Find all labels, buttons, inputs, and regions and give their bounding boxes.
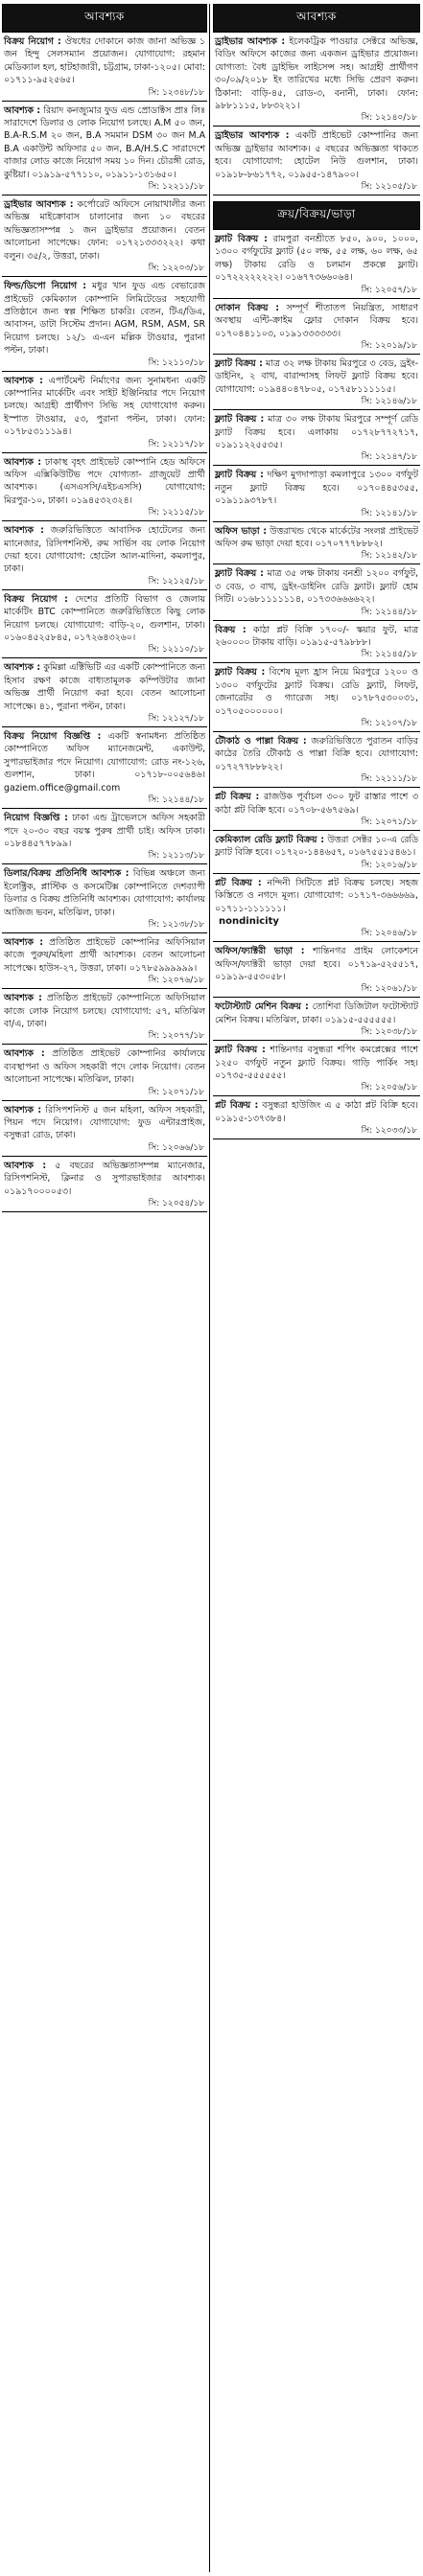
ad-text: রাজউক পূর্বাচল ৩০০ ফুট রাস্তার পাশে ৩ কাঠা প্লট বিক্রি হবে। ০১৭০৮-৫৬৭৫৬৯। [215,792,419,816]
ad-body [213,35,420,112]
ad-text: তোশিবা ডিজিটাল ফটোস্ট্যাট মেশিন বিক্রয়। মতিঝিল, ঢাকা। ০১৯১৫-৫৫৫৫৫৫। [215,1001,418,1025]
ad-reference-code: সি: ১২০৫৪/১৮ [148,1199,204,1209]
ad-body [213,624,420,650]
ad-body [2,198,207,263]
ad-reference-code: সি: ১২১৪৬/১৮ [361,397,417,407]
ad-heading: কেমিক্যাল রেডি ফ্ল্যাট বিক্রয় : [215,835,324,846]
ad-text: শান্তিনগর বসুন্ধরা শপিং কমপ্লেক্সের পাশে ১২৫০ বর্গফুট নতুন ফ্ল্যাট বিক্রয়। গাড়ি পার্কিং সহ। ০১৭৩৫-৫৫৫৫৫৫। [215,1045,418,1081]
ad-separator [2,1044,207,1045]
ad-separator [2,726,207,727]
ad-body [213,302,420,340]
nondinicity-label: nondinicity [219,916,279,928]
ad-text: এপার্টমেন্ট নির্মাণের জন্য সুনামধন্য একটি কোম্পানির মার্কেটিং এবং সাইট ইঞ্জিনিয়ার পদে নিয়োগ চলছে। আগ্রহী প্রার্থীগণ সিভি সহ যোগাযোগ করুন। ইস্পাত টাওয়ার, ৫৩, পুরানা পল্টন, ঢাকা। ফোন: ০১৭৮৫৩১১১৯৪। [4,375,205,438]
ad-heading: প্লট বিক্রয় : [215,1100,259,1112]
ad-body [2,524,207,576]
ad-text: জরুরিভিত্তিতে আবাসিক হোটেলের জন্য ম্যানেজার, রিসিপশনিস্ট, রুম সার্ভিস বয় লোক নিয়োগ দেয়া হবে। যোগাযোগ: হোটেল আল-মাদিনা, কমলাপুর, ঢাকা। [4,525,205,575]
classified-ad [213,1044,420,1096]
ad-body [213,1099,420,1125]
classified-ad [2,867,207,933]
ad-reference-code: সি: ১২০৩৮/১৮ [361,1027,417,1038]
ad-body [213,666,420,718]
ad-separator [213,830,420,831]
ad-body [213,525,420,551]
classified-ad [213,877,420,942]
ad-body [2,1047,207,1086]
ad-heading: বিক্রয় নিয়োগ : [4,593,68,605]
ad-reference-code: সি: ১২০৫৭/১৮ [361,285,417,295]
ad-text: রামপুরা বনশ্রীতে ৮৫০, ৯০০, ১০০০, ১৩০০ বর্গফুটের ফ্ল্যাট (৫০ লক্ষ, ৫৫ লক্ষ, ৬০ লক্ষ, ৬৫ লক্ষ) টাকায় রেডি ও চলমান প্রকল্পে ফ্ল্যাট। ০১৭২২২২২২২২। ০১৬৭৭৩৬৬০৬৪। [215,234,418,284]
classified-ad [213,945,420,998]
ad-text: বিভিন্ন অঞ্চলে জন্য ইলেক্ট্রিক, প্লাস্টিক ও কসমেটিক্স কোম্পানিতে দেশব্যাপী ডিলার ও বিক্রয় প্রতিনিধি আবশ্যক। যোগাযোগ: কার্যালয় আজিজ ভবন, মতিঝিল, ঢাকা। [4,868,205,918]
ad-body [2,375,207,439]
ad-separator [213,354,420,355]
ad-heading: নিয়োগ বিজ্ঞপ্তি : [4,813,68,824]
right-top-ads-list [213,35,420,196]
ad-reference-code: সি: ১২১১৫/১৮ [148,508,204,518]
classified-ad [2,35,207,102]
classified-ad [2,375,207,453]
ad-reference-code: সি: ১২১২৭/১৮ [148,714,204,724]
ad-separator [2,1156,207,1157]
classified-ad [213,525,420,565]
ad-separator [213,195,420,196]
ad-text: রিয়াদ কনজ্যুমার ফুড এন্ড প্রোডাক্টস প্রাঃ লিঃ সারাদেশে ডিলার ও লোক নিয়োগ চলছে। A.M ৫০ জন, B.A-R.S.M ২০ জন, B.A সমমান DSM ৩০ জন M.A B.A একাউন্ট অফিসার ৫০ জন, B.A/H.S.C সারাদেশে বাজার লোড কাজে নিয়োগ সময় ১০ দিন। চৌরঙ্গী রোড, কুষ্টিয়া। ০১৯১৯-৫৭৭১১০, ০১৯১১-১৩১৬৫০। [4,104,205,180]
ad-heading: আবশ্যক : [4,936,44,948]
ad-body [2,936,207,975]
ad-body [2,1104,207,1142]
classified-ad [213,666,420,732]
ad-body [2,661,207,713]
ad-heading: ফ্ল্যাট বিক্রয় : [215,414,265,426]
classified-ad [2,730,207,809]
ad-body [213,357,420,396]
ad-body [213,1000,420,1026]
ad-text: ঢাকাস্থ বৃহৎ প্রাইভেট কোম্পানি হেড অফিসে অফিস এক্সিকিউটিভ পদে যোগ্যতা- গ্রাজুয়েট প্রার্থী আবশ্যক। (এসএসসি/এইচএসসি) যোগাযোগ: মিরপুর-১০, ঢাকা। ০১৯৪৫৩২৩২৪। [4,456,205,506]
ad-reference-code: সি: ১২৩৪৮/১৮ [148,87,204,98]
ad-text: উত্তরা সেক্টর ১০-এ রেডি ফ্ল্যাট বিক্রি হবে। ০১৭২০-১৪৪৬৫৭, ০১৬৭৫৫১৫৪৬১। [215,835,418,859]
ad-heading: ফটোস্ট্যাট মেশিন বিক্রয় : [215,1001,309,1013]
classified-ad [213,469,420,521]
ad-heading: টৌকাঠ ও পাল্লা বিক্রয় : [215,736,307,748]
ad-reference-code: সি: ১২১১০/১৮ [148,357,204,368]
ad-separator [2,808,207,809]
ad-heading: বিক্রয় নিয়োগ : [4,36,61,47]
ad-reference-code: সি: ১২১১৭/১৮ [148,439,204,449]
classified-ad [213,302,420,355]
ad-heading: আবশ্যক : [4,1048,45,1060]
ad-heading: প্লট বিক্রয় : [215,792,260,803]
ad-body [2,992,207,1030]
ad-body [2,812,207,850]
ad-text: কাঠা প্লট বিক্রি ১৭০০/- স্কয়ার ফুট, মাত্র ২৬০০০০ টাকায় বাড়ি। ০১৯১৫-৫৭৯৮৮৮। [215,624,418,648]
ad-reference-code: সি: ১২১২৫/১৮ [148,576,204,586]
ad-reference-code: সি: ১২০৬১/১৮ [361,984,417,995]
ad-reference-code: সি: ১২১৪১/১৮ [361,508,417,518]
ad-text: কর্পোরেট অফিসে নোয়াখালীর জন্য অভিজ্ঞ মাইক্রোবাস চালানোর জন্য ১০ বছরের অভিজ্ঞতাসম্পন্ন ১ জন ড্রাইভার প্রয়োজন। বেতন আলোচনা সাপেক্ষে। ফোন: ০১৭২১৩৩৩২২২। কথা বলুন। ৩৫/২, উত্তরা, ঢাকা। [4,199,205,262]
ad-heading: ড্রাইভার আবশ্যক : [4,199,74,211]
ad-body [213,834,420,860]
classified-ad [213,129,420,196]
ad-body [213,945,420,983]
ad-text: সম্পূর্ণ শীতাতপ নিয়ন্ত্রিত, সাধারণ অবস্থায় এন্টি-ক্রাইম ফ্লোর দোকান বিক্রয় হবে। ০১৭০৪৪১১০৩, ০১৯১৩৩৩৩৩৩। [215,302,419,339]
ad-reference-code: সি: ১২০৭১/১৮ [361,817,417,828]
ad-body [2,280,207,356]
classified-ad [2,936,207,989]
classified-ad [213,357,420,410]
ad-heading: অফিস ভাড়া : [215,525,267,537]
ad-separator [2,657,207,658]
ad-heading: আবশ্যক : [4,662,41,674]
ad-separator [2,589,207,590]
ad-body [213,791,420,816]
ad-separator [213,787,420,788]
ad-separator [213,1138,420,1139]
ad-separator [213,941,420,942]
ad-separator [2,1211,207,1212]
ad-reference-code: সি: ১২০১৯/১৮ [361,340,417,351]
ad-separator [2,195,207,196]
ad-text: একটি প্রাইভেট কোম্পানির জন্য অভিজ্ঞ ড্রাইভার আবশ্যক। ৫ বছরের অভিজ্ঞতা থাকতে হবে। যোগাযোগ: হোটেল নিউ গুলশান, ঢাকা। ০১৯১৮-৮৬১৭৭২, ০১৯৫৫-১৪৭৯০০। [215,130,419,180]
ad-text: মধুর খান ফুড এন্ড বেভারেজ প্রাইভেট কেমিক্যাল কোম্পানি লিমিটেডের সহযোগী প্রতিষ্ঠানে জন্য স্বল্প শিক্ষিত চাকরি। বেতন, টিএ/ডিএ, আবাসন, ডাটা সিস্টেম প্রদান। AGM, RSM, ASM, SR নিয়োগ চলছে। ১২/১ এ-এন মল্লিক টাওয়ার, পুরানা পল্টন, ঢাকা। [4,281,205,356]
right-column [213,4,420,1142]
ad-separator [2,863,207,864]
ad-reference-code: সি: ১২১১১/১৮ [361,774,417,785]
ad-text: ঔষধের দোকানে কাজ জানা অভিজ্ঞ ১ জন হিন্দু সেলসম্যান প্রয়োজন। যোগাযোগ: রহমান মেডিক্যাল হল, হাটহাজারী, চট্টগ্রাম, ঢাকা-১২০৫। মোবা: ০১৭১১-৯৫২৫৬৫। [4,36,206,86]
ad-separator [213,409,420,410]
classified-ad [213,834,420,874]
ad-heading: দোকান বিক্রয় : [215,302,279,313]
ad-body [213,233,420,285]
classified-ad [2,280,207,371]
ad-body [213,877,420,915]
ad-text: মাত্র ৩২ লক্ষ টাকায় মিরপুরে ৩ বেড, ড্রইং-ডাইনিং, ২ বাথ, বারান্দাসহ লিফট ফ্ল্যাট বিক্রয় হবে। যোগাযোগ: ০১৯৪৪০৪৭৮০৫, ০১৭৫৮১১১১১৫। [215,357,418,395]
classified-ad [2,1160,207,1212]
sale-section-header: ক্রয়/বিক্রয়/ভাড়া [213,201,420,230]
classified-ad [2,456,207,522]
ad-separator [2,932,207,933]
ad-reference-code: সি: ১২১০৫/১৮ [361,182,417,193]
ad-reference-code: সি: ১২১৪৭/১৮ [361,452,417,463]
ad-text: দক্ষিণ মুগদাপাড়া কমলাপুরে ১৩০০ বর্গফুট নতুন ফ্ল্যাট বিক্রয় হবে। ০১৭০৪৪৫৩৫৫, ০১৯১১৯৩৭৮৭। [215,470,418,507]
ad-separator [2,101,207,102]
ad-separator [2,452,207,453]
ad-reference-code: সি: ১২১০৭/১৮ [361,719,417,729]
ad-body [213,469,420,507]
classified-ad [2,593,207,659]
ad-text: দেশের প্রতিটি বিভাগ ও জেলায় মার্কেটিং BTC কোম্পানিতে জরুরিভিত্তিতে কিছু লোক নিয়োগ চলছে। যোগাযোগ: বাড়ি-২০, গুলশান, ঢাকা। ০১৬০৪৫২৫৮৪৫, ০১৭২৬৪৩২৬০। [4,593,206,644]
ad-separator [213,997,420,998]
classified-ad [213,791,420,831]
ad-text: জরুরিভিত্তিতে পুরাতন বাড়ির কাঠের তৈরি টৌকাঠ ও পাল্লা বিক্রি হবে। যোগাযোগ: ০১৭২৭৭৮৮৮২২। [215,736,418,772]
ad-text: রিসিপশনিস্ট ৫ জন মহিলা, অফিস সহকারী, পিয়ন পদে নিয়োগ। যোগাযোগ: ফুড এন্টারপ্রাইজ, বসুন্ধরা রোড, ঢাকা। [4,1104,205,1141]
ad-reference-code: সি: ১২১১৩/১৮ [148,851,204,862]
classified-ad [2,812,207,864]
ad-separator [213,620,420,621]
ad-reference-code: সি: ১২১১০/১৮ [148,645,204,656]
ad-heading: ডিলার/বিক্রয় প্রতিনিধি আবশ্যক : [4,868,129,880]
ad-separator [213,465,420,466]
ad-text: প্রতিষ্ঠিত প্রাইভেট কোম্পানির অফিসিয়াল কাজে পুরুষ/মহিলা প্রার্থী আবশ্যক। বেতন আলোচনা সাপেক্ষে। হাউস-২৭, উত্তরা, ঢাকা। ০১৭৮৫৯৯৯৯৯৯। [4,936,205,974]
ad-text: কুমিল্লা এক্টিভিটি এর একটি কোম্পানিতে জন্য হিসাব রক্ষণ কাজে বাধ্যতামূলক কম্পিউটার জানা অভিজ্ঞ প্রার্থী নিয়োগ করা হবে। বেতন আলোচনা সাপেক্ষে। ৪১, পুরানা পল্টন, ঢাকা। [4,662,205,712]
ad-reference-code: সি: ১২০৭৭/১৮ [148,1031,204,1042]
ad-body [2,1160,207,1198]
classified-ad [213,735,420,788]
ad-body [2,104,207,181]
ad-heading: আবশ্যক : [4,375,43,386]
ad-reference-code: সি: ১২০৭৬/১৮ [148,976,204,986]
ad-heading: আবশ্যক : [4,1160,47,1171]
ad-heading: অফিস/ফ্যাক্টরী ভাড়া : [215,946,305,957]
ad-reference-code: সি: ১২২০৩/১৮ [148,264,204,274]
ad-reference-code: সি: ১২১৪৪/১৮ [361,607,417,617]
classified-ad [213,1000,420,1041]
ad-separator [2,371,207,372]
ad-heading: ড্রাইভার আবশ্যক : [215,36,286,47]
classified-ad [213,624,420,664]
ad-reference-code: সি: ১২০৪৬/১৮ [361,929,417,939]
ad-text: বিশেষ মূল্য হ্রাস নিয়ে মিরপুরে ১২০০ ও ১৩০০ বর্গফুটের ফ্ল্যাট বিক্রয়। রেডি ফ্ল্যাট, লিফট, জেনারেটর ও গ্যারেজ সহ। ০১৭৮৭৫৩০০৩১, ০১৭০৫০০০০০০। [215,667,418,717]
ad-reference-code: সি: ১২০৭১/১৮ [148,1087,204,1097]
ad-separator [2,520,207,521]
classified-ad [2,524,207,590]
ad-text: ৫ বছরের অভিজ্ঞতাসম্পন্ন ম্যানেজার, রিসিপশনিস্ট, ক্লিনার ও সুপারভাইজার আবশ্যক। ০১৯১৭০০০০৫৩। [4,1160,205,1197]
ad-heading: ফ্ল্যাট বিক্রয় : [215,667,266,678]
ad-reference-code: সি: ১২০১৬/১৮ [361,860,417,870]
sale-ads-list [213,233,420,1139]
ad-reference-code: সি: ১২১৪২/১৮ [361,551,417,562]
ad-text: প্রতিষ্ঠিত প্রাইভেট কোম্পানির কার্যালয়ে ব্যবস্থাপনা ও অফিস সহকারী পদে লোক নিয়োগ। বেতন আলোচনা সাপেক্ষে। মতিঝিল, ঢাকা। [4,1048,205,1086]
classified-ad [2,992,207,1045]
ad-body [213,413,420,451]
ad-body [2,730,207,794]
ad-text: একটি স্বনামধন্য প্রতিষ্ঠিত কোম্পানিতে অফিস ম্যানেজমেন্ট, একাউন্ট, সুপারভাইজার পদে নিয়োগ। যোগাযোগ: রোড নং-১২৬, গুলশান, ঢাকা। ০১৭১৮-০০৫৬৪৬। gaziem.office@gmail.com [4,731,205,794]
ad-heading: বিক্রয় : [215,624,247,635]
ad-text: বসুন্ধরা হাউজিং এ ৫ কাঠা প্লট বিক্রি হবে। ০১৯১৫-১৩৭৩৮৪। [215,1100,418,1124]
ad-body [2,35,207,87]
ad-text: ঢাকা এন্ড ট্রাভেলসে অফিস সহকারী পদে ২০-৩০ বছর বয়স্ক পুরুষ প্রার্থী চাই। অফিস ঢাকা। ০১৮৪৪৫৭৭৮৯৯। [4,813,205,849]
classified-ad [213,567,420,620]
ad-reference-code: সি: ১২০৬৬/১৮ [148,1142,204,1153]
ad-heading: আবশ্যক : [4,104,41,116]
classified-ad [2,661,207,727]
ad-reference-code: সি: ১২১৪৪/১৮ [148,795,204,806]
ad-body [2,456,207,508]
ad-heading: বিক্রয় নিয়োগ বিজ্ঞপ্তি : [4,731,102,743]
ad-heading: প্লট বিক্রয় : [215,877,262,888]
ad-separator [2,988,207,989]
ad-body [2,867,207,919]
ad-separator [213,731,420,732]
ad-heading: ড্রাইভার আবশ্যক : [215,130,290,142]
ad-separator [213,298,420,299]
ad-separator [2,1100,207,1101]
ad-reference-code: সি: ১২০৩৩/১৮ [361,1126,417,1137]
ad-heading: ফ্ল্যাট বিক্রয় : [215,357,263,369]
ad-heading: ফ্ল্যাট বিক্রয় : [215,1045,266,1056]
classified-ad [213,35,420,126]
ad-body [213,129,420,181]
ad-text: উত্তরাখন্ড থেকে মার্কেটের সংলগ্ন প্রাইভেট অফিস রুম ভাড়া দেয়া হবে। ০১৭০৭৭৭৮৮৮২। [215,525,418,549]
classified-ad [213,1099,420,1139]
ad-text: মাত্র ৩০ লক্ষ টাকায় মিরপুরে সম্পূর্ণ রেডি ফ্ল্যাট বিক্রয় হবে। এলাকায় ০১৭২৮৭৭২৭১৭, ০১৯১১২২৫৫৩৫। [215,414,419,450]
ad-separator [2,276,207,277]
ad-heading: আবশ্যক : [4,456,41,468]
ad-reference-code: সি: ১২২১১/১৮ [148,182,204,193]
ad-text: মাত্র ৩৫ লক্ষ টাকায় বনশ্রী ১২০০ বর্গফুট, ৩ বেড, ৩ বাথ, ড্রইং-ডাইনিং রেডি ফ্ল্যাট। ফ্ল্যাট হোম সিটি। ০১৬৮১১১১১১৪, ০১৭৩৩৬৬৬৬২২। [215,568,419,606]
ad-text: ইলেকট্রিক পাওয়ার সেক্টরে অভিজ্ঞ, বিডিং অফিসে কাজের জন্য একজন ড্রাইভার প্রয়োজন। যোগ্যতা: বৈধ ড্রাইভিং লাইসেন্স সহ। আগ্রহী প্রার্থীগণ ৩০/০৯/২০১৮ ইং তারিখের মধ্যে সিভি প্রেরণ করুন। ঠিকানা: বাড়ি-৪৫, রোড-৩, বনানী, ঢাকা। ফোন: ৯৮৮১১১৫, ৮৮৩২২১। [215,36,418,112]
ad-heading: আবশ্যক : [4,525,44,537]
ad-heading: আবশ্যক : [4,1104,42,1116]
classified-ad [2,104,207,196]
left-column [2,4,207,1215]
left-ads-list [2,35,207,1212]
ad-text: নন্দিনী সিটিতে প্লট বিক্রয় চলছে। সহজ কিস্তিতে ও নগদে মূল্য। যোগাযোগ: ০১৭১৭-৩৬৬৬৬৯, ০১৭১১-১১১১১১। [215,877,419,914]
column-divider [209,4,210,2572]
ad-body [213,735,420,773]
ad-reference-code: সি: ১২০৫৬/১৮ [361,1083,417,1093]
ad-reference-code: সি: ১২১৩৮/১৮ [148,919,204,930]
ad-body [2,593,207,645]
ad-heading: ফিল্ড/ডিপো নিয়োগ : [4,281,86,292]
ad-separator [213,521,420,522]
right-section-header: আবশ্যক [213,4,420,33]
classified-ad [213,233,420,299]
ad-body [213,567,420,606]
ad-separator [213,1040,420,1041]
ad-separator [213,873,420,874]
ad-heading: আবশ্যক : [4,993,42,1004]
classified-ad [2,1047,207,1100]
ad-heading: ফ্ল্যাট বিক্রয় : [215,234,268,245]
classified-ad [2,1104,207,1157]
ad-text: প্রতিষ্ঠিত প্রাইভেট কোম্পানিতে অফিসিয়াল কাজে লোক নিয়োগ চলছে। যোগাযোগ: ৫৭, মতিঝিল বা/এ, ঢাকা। [4,993,205,1029]
ad-separator [213,662,420,663]
classified-ad [2,198,207,277]
left-section-header: আবশ্যক [2,4,207,33]
ad-reference-code: সি: ১২১৪০/১৮ [361,113,417,124]
ad-heading: ফ্ল্যাট বিক্রয় : [215,568,264,580]
ad-heading: ফ্ল্যাট বিক্রয় : [215,470,264,481]
ad-reference-code: সি: ১২১৪৫/১৮ [361,650,417,660]
ad-text: শান্তিনগর প্রাইম লোকেশনে অফিস/ফ্যাক্টরী ভাড়া দেয়া হবে। ০১৭১৯-৫২৫৫১৭, ০১৯১৯-৫৫৩০৫৮। [215,946,418,982]
ad-body [213,1044,420,1082]
ad-separator [213,1095,420,1096]
classified-ad [213,413,420,466]
